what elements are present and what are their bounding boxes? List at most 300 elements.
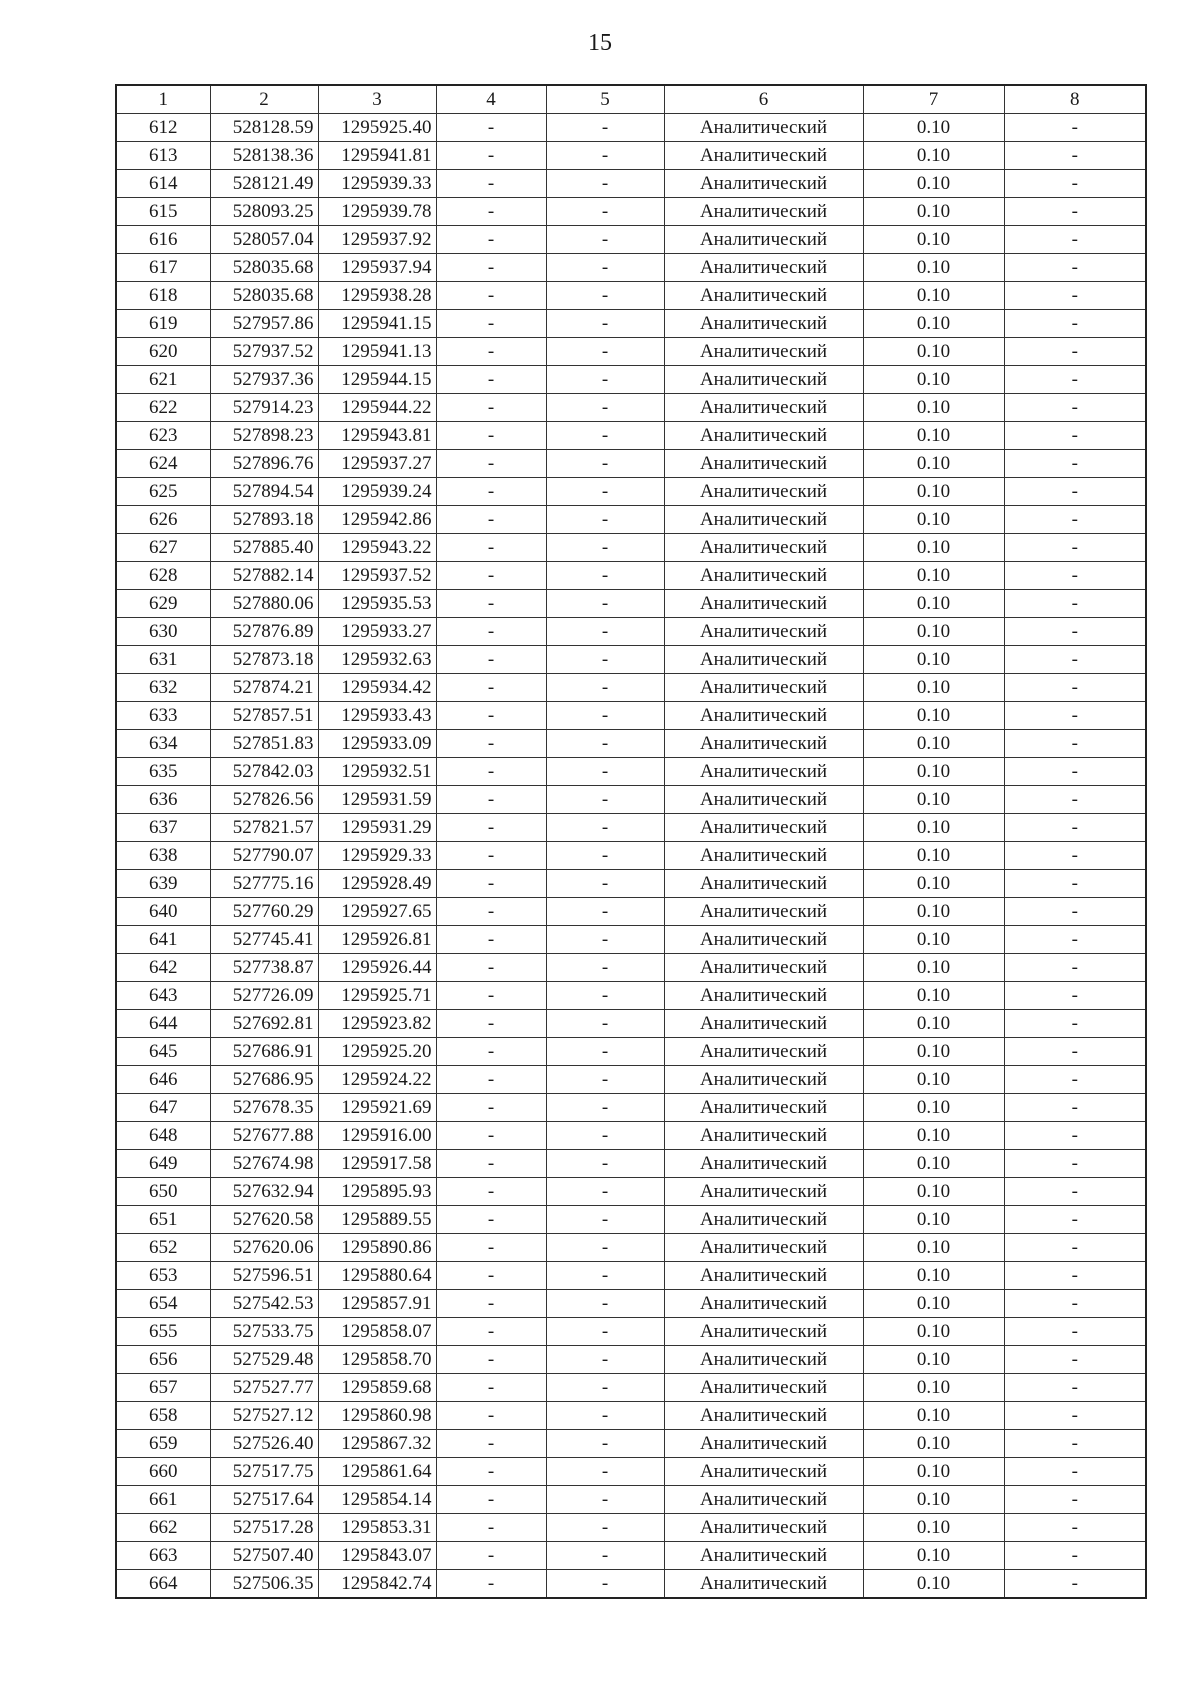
point-number-cell: 614 — [116, 170, 210, 198]
y-coordinate-cell: 1295890.86 — [318, 1234, 436, 1262]
column-4-cell: - — [436, 366, 546, 394]
column-4-cell: - — [436, 142, 546, 170]
table-row — [116, 142, 1146, 170]
column-4-cell: - — [436, 394, 546, 422]
table-row — [116, 674, 1146, 702]
method-cell: Аналитический — [664, 534, 863, 562]
method-cell: Аналитический — [664, 1066, 863, 1094]
accuracy-cell: 0.10 — [863, 1010, 1004, 1038]
column-5-cell: - — [546, 1290, 664, 1318]
y-coordinate-cell: 1295939.33 — [318, 170, 436, 198]
column-8-cell: - — [1004, 814, 1146, 842]
y-coordinate-cell: 1295861.64 — [318, 1458, 436, 1486]
accuracy-cell: 0.10 — [863, 1178, 1004, 1206]
column-4-cell: - — [436, 1514, 546, 1542]
point-number-cell: 618 — [116, 282, 210, 310]
column-5-cell: - — [546, 1570, 664, 1599]
column-4-cell: - — [436, 842, 546, 870]
column-4-cell: - — [436, 1402, 546, 1430]
x-coordinate-cell: 528128.59 — [210, 114, 318, 142]
method-cell: Аналитический — [664, 170, 863, 198]
method-cell: Аналитический — [664, 618, 863, 646]
column-5-cell: - — [546, 1402, 664, 1430]
x-coordinate-cell: 527517.75 — [210, 1458, 318, 1486]
accuracy-cell: 0.10 — [863, 1486, 1004, 1514]
column-8-cell: - — [1004, 450, 1146, 478]
point-number-cell: 647 — [116, 1094, 210, 1122]
column-4-cell: - — [436, 1570, 546, 1599]
column-8-cell: - — [1004, 842, 1146, 870]
column-8-cell: - — [1004, 1094, 1146, 1122]
point-number-cell: 641 — [116, 926, 210, 954]
table-row — [116, 422, 1146, 450]
table-row — [116, 870, 1146, 898]
accuracy-cell: 0.10 — [863, 254, 1004, 282]
x-coordinate-cell: 527851.83 — [210, 730, 318, 758]
point-number-cell: 622 — [116, 394, 210, 422]
column-5-cell: - — [546, 1374, 664, 1402]
point-number-cell: 635 — [116, 758, 210, 786]
column-5-cell: - — [546, 758, 664, 786]
y-coordinate-cell: 1295880.64 — [318, 1262, 436, 1290]
y-coordinate-cell: 1295923.82 — [318, 1010, 436, 1038]
accuracy-cell: 0.10 — [863, 394, 1004, 422]
accuracy-cell: 0.10 — [863, 1094, 1004, 1122]
point-number-cell: 649 — [116, 1150, 210, 1178]
x-coordinate-cell: 527506.35 — [210, 1570, 318, 1599]
accuracy-cell: 0.10 — [863, 814, 1004, 842]
x-coordinate-cell: 528057.04 — [210, 226, 318, 254]
accuracy-cell: 0.10 — [863, 1430, 1004, 1458]
column-8-cell: - — [1004, 338, 1146, 366]
column-8-cell: - — [1004, 534, 1146, 562]
x-coordinate-cell: 528093.25 — [210, 198, 318, 226]
y-coordinate-cell: 1295926.81 — [318, 926, 436, 954]
coordinates-table — [115, 84, 1147, 1599]
table-row — [116, 1010, 1146, 1038]
accuracy-cell: 0.10 — [863, 1122, 1004, 1150]
x-coordinate-cell: 527821.57 — [210, 814, 318, 842]
column-header-6: 6 — [664, 85, 863, 114]
point-number-cell: 664 — [116, 1570, 210, 1599]
method-cell: Аналитический — [664, 254, 863, 282]
column-8-cell: - — [1004, 954, 1146, 982]
method-cell: Аналитический — [664, 114, 863, 142]
method-cell: Аналитический — [664, 310, 863, 338]
method-cell: Аналитический — [664, 422, 863, 450]
method-cell: Аналитический — [664, 506, 863, 534]
method-cell: Аналитический — [664, 674, 863, 702]
column-5-cell: - — [546, 842, 664, 870]
column-5-cell: - — [546, 534, 664, 562]
table-row — [116, 702, 1146, 730]
column-8-cell: - — [1004, 1402, 1146, 1430]
column-8-cell: - — [1004, 730, 1146, 758]
accuracy-cell: 0.10 — [863, 506, 1004, 534]
column-header-7: 7 — [863, 85, 1004, 114]
method-cell: Аналитический — [664, 786, 863, 814]
x-coordinate-cell: 528035.68 — [210, 254, 318, 282]
column-4-cell: - — [436, 1318, 546, 1346]
column-8-cell: - — [1004, 898, 1146, 926]
column-5-cell: - — [546, 982, 664, 1010]
table-row — [116, 1290, 1146, 1318]
column-5-cell: - — [546, 1234, 664, 1262]
column-5-cell: - — [546, 422, 664, 450]
table-row — [116, 338, 1146, 366]
y-coordinate-cell: 1295941.81 — [318, 142, 436, 170]
accuracy-cell: 0.10 — [863, 198, 1004, 226]
x-coordinate-cell: 527596.51 — [210, 1262, 318, 1290]
accuracy-cell: 0.10 — [863, 1038, 1004, 1066]
table-row — [116, 1402, 1146, 1430]
column-4-cell: - — [436, 226, 546, 254]
y-coordinate-cell: 1295842.74 — [318, 1570, 436, 1599]
column-4-cell: - — [436, 422, 546, 450]
table-row — [116, 1150, 1146, 1178]
column-header-4: 4 — [436, 85, 546, 114]
table-row — [116, 562, 1146, 590]
x-coordinate-cell: 527842.03 — [210, 758, 318, 786]
method-cell: Аналитический — [664, 1122, 863, 1150]
column-5-cell: - — [546, 1514, 664, 1542]
y-coordinate-cell: 1295917.58 — [318, 1150, 436, 1178]
x-coordinate-cell: 527526.40 — [210, 1430, 318, 1458]
column-8-cell: - — [1004, 618, 1146, 646]
column-8-cell: - — [1004, 1514, 1146, 1542]
point-number-cell: 662 — [116, 1514, 210, 1542]
column-8-cell: - — [1004, 674, 1146, 702]
column-header-2: 2 — [210, 85, 318, 114]
point-number-cell: 638 — [116, 842, 210, 870]
column-5-cell: - — [546, 450, 664, 478]
method-cell: Аналитический — [664, 1542, 863, 1570]
point-number-cell: 643 — [116, 982, 210, 1010]
x-coordinate-cell: 527620.06 — [210, 1234, 318, 1262]
point-number-cell: 613 — [116, 142, 210, 170]
column-8-cell: - — [1004, 1290, 1146, 1318]
x-coordinate-cell: 527876.89 — [210, 618, 318, 646]
y-coordinate-cell: 1295858.70 — [318, 1346, 436, 1374]
column-8-cell: - — [1004, 254, 1146, 282]
accuracy-cell: 0.10 — [863, 1150, 1004, 1178]
column-5-cell: - — [546, 1486, 664, 1514]
column-4-cell: - — [436, 702, 546, 730]
column-4-cell: - — [436, 198, 546, 226]
accuracy-cell: 0.10 — [863, 1542, 1004, 1570]
accuracy-cell: 0.10 — [863, 114, 1004, 142]
table-row — [116, 254, 1146, 282]
column-4-cell: - — [436, 814, 546, 842]
column-8-cell: - — [1004, 1542, 1146, 1570]
accuracy-cell: 0.10 — [863, 1458, 1004, 1486]
accuracy-cell: 0.10 — [863, 170, 1004, 198]
x-coordinate-cell: 527937.36 — [210, 366, 318, 394]
column-5-cell: - — [546, 898, 664, 926]
point-number-cell: 661 — [116, 1486, 210, 1514]
column-4-cell: - — [436, 1542, 546, 1570]
point-number-cell: 630 — [116, 618, 210, 646]
column-4-cell: - — [436, 926, 546, 954]
column-4-cell: - — [436, 1262, 546, 1290]
accuracy-cell: 0.10 — [863, 646, 1004, 674]
accuracy-cell: 0.10 — [863, 282, 1004, 310]
column-5-cell: - — [546, 114, 664, 142]
accuracy-cell: 0.10 — [863, 674, 1004, 702]
point-number-cell: 612 — [116, 114, 210, 142]
y-coordinate-cell: 1295933.09 — [318, 730, 436, 758]
column-8-cell: - — [1004, 562, 1146, 590]
column-4-cell: - — [436, 618, 546, 646]
point-number-cell: 654 — [116, 1290, 210, 1318]
column-4-cell: - — [436, 1290, 546, 1318]
page-number: 15 — [588, 30, 612, 56]
method-cell: Аналитический — [664, 366, 863, 394]
method-cell: Аналитический — [664, 954, 863, 982]
point-number-cell: 628 — [116, 562, 210, 590]
column-4-cell: - — [436, 898, 546, 926]
table-row — [116, 1458, 1146, 1486]
column-8-cell: - — [1004, 1318, 1146, 1346]
table-row — [116, 1570, 1146, 1599]
column-4-cell: - — [436, 646, 546, 674]
method-cell: Аналитический — [664, 1318, 863, 1346]
column-5-cell: - — [546, 1346, 664, 1374]
column-8-cell: - — [1004, 590, 1146, 618]
accuracy-cell: 0.10 — [863, 786, 1004, 814]
column-5-cell: - — [546, 394, 664, 422]
column-4-cell: - — [436, 1486, 546, 1514]
table-row — [116, 646, 1146, 674]
method-cell: Аналитический — [664, 982, 863, 1010]
table-row — [116, 534, 1146, 562]
point-number-cell: 658 — [116, 1402, 210, 1430]
point-number-cell: 625 — [116, 478, 210, 506]
column-5-cell: - — [546, 226, 664, 254]
method-cell: Аналитический — [664, 142, 863, 170]
accuracy-cell: 0.10 — [863, 870, 1004, 898]
column-8-cell: - — [1004, 1458, 1146, 1486]
column-5-cell: - — [546, 1542, 664, 1570]
column-5-cell: - — [546, 1066, 664, 1094]
column-5-cell: - — [546, 338, 664, 366]
point-number-cell: 621 — [116, 366, 210, 394]
y-coordinate-cell: 1295916.00 — [318, 1122, 436, 1150]
column-5-cell: - — [546, 786, 664, 814]
column-5-cell: - — [546, 1206, 664, 1234]
column-8-cell: - — [1004, 1038, 1146, 1066]
column-8-cell: - — [1004, 1150, 1146, 1178]
x-coordinate-cell: 527894.54 — [210, 478, 318, 506]
method-cell: Аналитический — [664, 1570, 863, 1599]
x-coordinate-cell: 527893.18 — [210, 506, 318, 534]
y-coordinate-cell: 1295937.92 — [318, 226, 436, 254]
accuracy-cell: 0.10 — [863, 926, 1004, 954]
method-cell: Аналитический — [664, 1290, 863, 1318]
point-number-cell: 656 — [116, 1346, 210, 1374]
column-4-cell: - — [436, 674, 546, 702]
column-5-cell: - — [546, 870, 664, 898]
column-8-cell: - — [1004, 926, 1146, 954]
table-row — [116, 1066, 1146, 1094]
table-row — [116, 842, 1146, 870]
column-header-8: 8 — [1004, 85, 1146, 114]
column-4-cell: - — [436, 534, 546, 562]
table-row — [116, 1542, 1146, 1570]
column-4-cell: - — [436, 1150, 546, 1178]
x-coordinate-cell: 527873.18 — [210, 646, 318, 674]
x-coordinate-cell: 527760.29 — [210, 898, 318, 926]
column-4-cell: - — [436, 1066, 546, 1094]
accuracy-cell: 0.10 — [863, 982, 1004, 1010]
point-number-cell: 659 — [116, 1430, 210, 1458]
column-5-cell: - — [546, 1122, 664, 1150]
y-coordinate-cell: 1295921.69 — [318, 1094, 436, 1122]
method-cell: Аналитический — [664, 646, 863, 674]
column-5-cell: - — [546, 590, 664, 618]
column-4-cell: - — [436, 338, 546, 366]
table-row — [116, 1262, 1146, 1290]
table-row — [116, 478, 1146, 506]
table-row — [116, 198, 1146, 226]
column-5-cell: - — [546, 282, 664, 310]
method-cell: Аналитический — [664, 226, 863, 254]
y-coordinate-cell: 1295944.22 — [318, 394, 436, 422]
table-row — [116, 170, 1146, 198]
column-4-cell: - — [436, 786, 546, 814]
x-coordinate-cell: 527790.07 — [210, 842, 318, 870]
point-number-cell: 636 — [116, 786, 210, 814]
column-5-cell: - — [546, 702, 664, 730]
y-coordinate-cell: 1295857.91 — [318, 1290, 436, 1318]
x-coordinate-cell: 527898.23 — [210, 422, 318, 450]
method-cell: Аналитический — [664, 1234, 863, 1262]
point-number-cell: 633 — [116, 702, 210, 730]
column-5-cell: - — [546, 254, 664, 282]
point-number-cell: 623 — [116, 422, 210, 450]
column-4-cell: - — [436, 506, 546, 534]
column-8-cell: - — [1004, 1178, 1146, 1206]
x-coordinate-cell: 528121.49 — [210, 170, 318, 198]
y-coordinate-cell: 1295943.22 — [318, 534, 436, 562]
method-cell: Аналитический — [664, 702, 863, 730]
column-4-cell: - — [436, 1178, 546, 1206]
method-cell: Аналитический — [664, 1514, 863, 1542]
accuracy-cell: 0.10 — [863, 1290, 1004, 1318]
method-cell: Аналитический — [664, 562, 863, 590]
column-8-cell: - — [1004, 758, 1146, 786]
column-5-cell: - — [546, 1262, 664, 1290]
column-4-cell: - — [436, 1038, 546, 1066]
column-8-cell: - — [1004, 1010, 1146, 1038]
point-number-cell: 657 — [116, 1374, 210, 1402]
column-5-cell: - — [546, 1094, 664, 1122]
method-cell: Аналитический — [664, 1486, 863, 1514]
column-8-cell: - — [1004, 1122, 1146, 1150]
accuracy-cell: 0.10 — [863, 842, 1004, 870]
table-row — [116, 1178, 1146, 1206]
accuracy-cell: 0.10 — [863, 338, 1004, 366]
point-number-cell: 650 — [116, 1178, 210, 1206]
table-row — [116, 1094, 1146, 1122]
column-8-cell: - — [1004, 506, 1146, 534]
accuracy-cell: 0.10 — [863, 1234, 1004, 1262]
x-coordinate-cell: 527775.16 — [210, 870, 318, 898]
point-number-cell: 640 — [116, 898, 210, 926]
y-coordinate-cell: 1295941.13 — [318, 338, 436, 366]
method-cell: Аналитический — [664, 338, 863, 366]
column-4-cell: - — [436, 590, 546, 618]
point-number-cell: 632 — [116, 674, 210, 702]
column-5-cell: - — [546, 142, 664, 170]
column-8-cell: - — [1004, 198, 1146, 226]
method-cell: Аналитический — [664, 1430, 863, 1458]
x-coordinate-cell: 527882.14 — [210, 562, 318, 590]
method-cell: Аналитический — [664, 1150, 863, 1178]
column-8-cell: - — [1004, 1206, 1146, 1234]
column-header-1: 1 — [116, 85, 210, 114]
table-row — [116, 926, 1146, 954]
column-8-cell: - — [1004, 170, 1146, 198]
y-coordinate-cell: 1295938.28 — [318, 282, 436, 310]
column-4-cell: - — [436, 1122, 546, 1150]
table-row — [116, 1514, 1146, 1542]
accuracy-cell: 0.10 — [863, 478, 1004, 506]
point-number-cell: 639 — [116, 870, 210, 898]
method-cell: Аналитический — [664, 394, 863, 422]
column-5-cell: - — [546, 926, 664, 954]
table-row — [116, 1486, 1146, 1514]
x-coordinate-cell: 527527.12 — [210, 1402, 318, 1430]
point-number-cell: 617 — [116, 254, 210, 282]
y-coordinate-cell: 1295932.51 — [318, 758, 436, 786]
table-row — [116, 618, 1146, 646]
table-row — [116, 1122, 1146, 1150]
column-4-cell: - — [436, 1430, 546, 1458]
point-number-cell: 651 — [116, 1206, 210, 1234]
y-coordinate-cell: 1295932.63 — [318, 646, 436, 674]
x-coordinate-cell: 527885.40 — [210, 534, 318, 562]
column-4-cell: - — [436, 114, 546, 142]
y-coordinate-cell: 1295943.81 — [318, 422, 436, 450]
column-5-cell: - — [546, 1150, 664, 1178]
y-coordinate-cell: 1295934.42 — [318, 674, 436, 702]
y-coordinate-cell: 1295933.43 — [318, 702, 436, 730]
point-number-cell: 616 — [116, 226, 210, 254]
table-row — [116, 1346, 1146, 1374]
accuracy-cell: 0.10 — [863, 534, 1004, 562]
column-5-cell: - — [546, 366, 664, 394]
table-row — [116, 506, 1146, 534]
column-8-cell: - — [1004, 422, 1146, 450]
y-coordinate-cell: 1295925.71 — [318, 982, 436, 1010]
column-8-cell: - — [1004, 870, 1146, 898]
column-4-cell: - — [436, 870, 546, 898]
column-5-cell: - — [546, 646, 664, 674]
x-coordinate-cell: 527957.86 — [210, 310, 318, 338]
accuracy-cell: 0.10 — [863, 422, 1004, 450]
table-row — [116, 366, 1146, 394]
method-cell: Аналитический — [664, 1346, 863, 1374]
column-8-cell: - — [1004, 226, 1146, 254]
header-row — [116, 85, 1146, 114]
method-cell: Аналитический — [664, 926, 863, 954]
y-coordinate-cell: 1295942.86 — [318, 506, 436, 534]
column-5-cell: - — [546, 674, 664, 702]
method-cell: Аналитический — [664, 1178, 863, 1206]
column-8-cell: - — [1004, 142, 1146, 170]
x-coordinate-cell: 527517.64 — [210, 1486, 318, 1514]
